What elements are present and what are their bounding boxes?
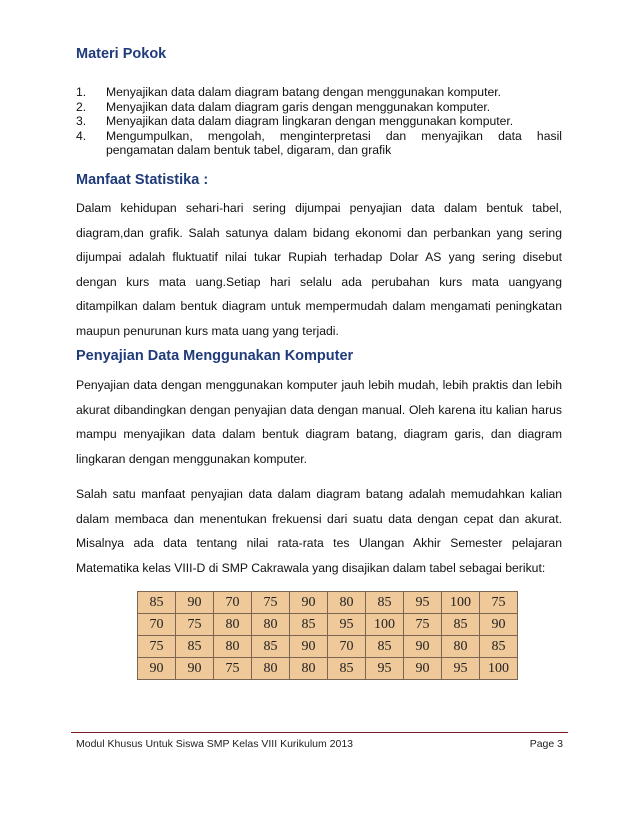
materi-list [76, 85, 562, 158]
table-cell: 85 [290, 614, 328, 636]
table-cell: 85 [138, 592, 176, 614]
list-item [76, 114, 562, 129]
table-cell: 80 [328, 592, 366, 614]
table-cell: 90 [290, 636, 328, 658]
manfaat-paragraph: Dalam kehidupan sehari-hari sering dijumpai penyajian data dalam bentuk tabel, diagram,dan grafik. Salah satunya dalam bidang ekonomi dan perbankan yang sering dijumpai adalah fluktuatif nilai tukar Rupiah terhadap Dolar AS yang sering disebut dengan kurs mata uang.Setiap hari selalu ada perubahan kurs mata uangyang ditampilkan dalam bentuk diagram untuk mempermudah dalam mengamati peningkatan maupun penurunan kurs mata uang yang terjadi. [76, 201, 562, 338]
list-item [76, 85, 562, 100]
section-heading-manfaat-statistika: Manfaat Statistika : [76, 172, 209, 188]
table-cell: 100 [366, 614, 404, 636]
penyajian-paragraph-1: Penyajian data dengan menggunakan komputer jauh lebih mudah, lebih praktis dan lebih akurat dibandingkan dengan penyajian data dengan manual. Oleh karena itu kalian harus mampu menyajikan data dalam bentuk diagram batang, diagram garis, dan diagram lingkaran dengan menggunakan komputer. [76, 378, 562, 466]
table-cell: 90 [176, 658, 214, 680]
table-cell: 85 [252, 636, 290, 658]
table-cell: 75 [214, 658, 252, 680]
table-cell: 85 [442, 614, 480, 636]
footer-module-title: Modul Khusus Untuk Siswa SMP Kelas VIII Kurikulum 2013 [76, 738, 354, 750]
table-cell: 80 [442, 636, 480, 658]
list-item-number: 1. [76, 85, 87, 99]
table-cell: 80 [252, 614, 290, 636]
table-cell: 70 [214, 592, 252, 614]
table-cell: 95 [328, 614, 366, 636]
list-item-number: 3. [76, 114, 87, 128]
table-cell: 85 [480, 636, 518, 658]
table-cell: 70 [328, 636, 366, 658]
table-cell: 90 [290, 592, 328, 614]
section-heading-penyajian-data: Penyajian Data Menggunakan Komputer [76, 348, 354, 364]
table-cell: 100 [480, 658, 518, 680]
table-cell: 90 [176, 592, 214, 614]
table-cell: 80 [290, 658, 328, 680]
list-item-text: Menyajikan data dalam diagram lingkaran dengan menggunakan komputer. [106, 114, 514, 128]
table-row [138, 636, 518, 658]
table-cell: 85 [366, 592, 404, 614]
table-cell: 75 [176, 614, 214, 636]
table-cell: 75 [138, 636, 176, 658]
score-table [137, 591, 518, 680]
list-item-number: 2. [76, 99, 87, 114]
table-cell: 80 [214, 614, 252, 636]
list-item-text: Menyajikan data dalam diagram garis dengan menggunakan komputer. [106, 99, 491, 114]
table-cell: 80 [214, 636, 252, 658]
table-cell: 95 [442, 658, 480, 680]
footer-page-number: Page 3 [529, 738, 563, 750]
table-cell: 90 [404, 636, 442, 658]
table-cell: 90 [138, 658, 176, 680]
section-heading-materi-pokok: Materi Pokok [76, 46, 167, 62]
list-item [76, 129, 562, 158]
table-cell: 100 [442, 592, 480, 614]
table-cell: 85 [366, 636, 404, 658]
table-cell: 95 [366, 658, 404, 680]
table-row [138, 592, 518, 614]
table-cell: 80 [252, 658, 290, 680]
table-cell: 70 [138, 614, 176, 636]
table-cell: 75 [480, 592, 518, 614]
table-cell: 85 [176, 636, 214, 658]
list-item-text: Menyajikan data dalam diagram batang dengan menggunakan komputer. [106, 85, 502, 99]
table-row [138, 614, 518, 636]
table-cell: 85 [328, 658, 366, 680]
footer-divider [71, 732, 568, 733]
table-cell: 90 [480, 614, 518, 636]
list-item-number: 4. [76, 128, 87, 143]
table-row [138, 658, 518, 680]
penyajian-paragraph-2: Salah satu manfaat penyajian data dalam diagram batang adalah memudahkan kalian dalam membaca dan menentukan frekuensi dari suatu data dengan cepat dan akurat. Misalnya ada data tentang nilai rata-rata tes Ulangan Akhir Semester pelajaran Matematika kelas VIII-D di SMP Cakrawala yang disajikan dalam tabel sebagai berikut: [76, 487, 562, 575]
table-cell: 75 [252, 592, 290, 614]
table-cell: 95 [404, 592, 442, 614]
list-item [76, 100, 562, 115]
table-cell: 90 [404, 658, 442, 680]
table-cell: 75 [404, 614, 442, 636]
list-item-text: Mengumpulkan, mengolah, menginterpretasi dan menyajikan data hasil pengamatan dalam bentuk tabel, digaram, dan grafik [106, 128, 562, 157]
